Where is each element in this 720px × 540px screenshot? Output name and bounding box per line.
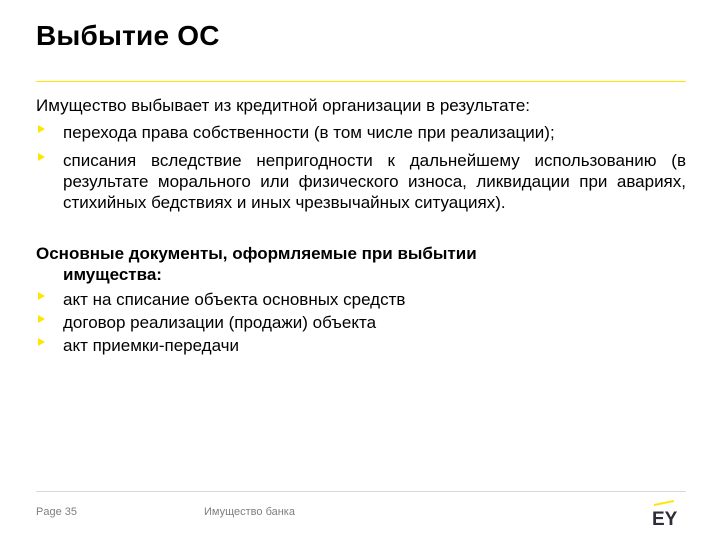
footer-divider [36,491,686,492]
list-item-text: акт на списание объекта основных средств [63,290,406,309]
reasons-list [36,122,686,213]
svg-text:EY: EY [652,509,678,526]
list-item-text: акт приемки-передачи [63,336,240,355]
ey-logo-icon [652,500,686,526]
title-divider [36,81,686,82]
footer-caption: Имущество банка [204,506,295,518]
intro-text: Имущество выбывает из кредитной организации в результате: [36,96,530,115]
list-item-text: списания вследствие непригодности к дальнейшему использованию (в результате морального или физического износа, ликвидации при авариях, стихийных бедствиях и иных чрезвычайных ситуациях). [63,151,686,212]
documents-heading [36,243,686,285]
documents-heading-line2: имущества: [63,265,162,284]
documents-list [36,289,686,356]
bullet-arrow-icon [38,315,45,323]
slide-title: Выбытие ОС [36,20,220,51]
list-item-text: договор реализации (продажи) объекта [63,313,377,332]
list-item [36,335,686,356]
slide-content [36,95,686,358]
bullet-arrow-icon [38,292,45,300]
list-item [36,122,686,143]
list-item [36,312,686,333]
list-item-text: перехода права собственности (в том числе при реализации); [63,123,555,142]
bullet-arrow-icon [38,338,45,346]
page-number: Page 35 [36,506,77,518]
list-item [36,289,686,310]
bullet-arrow-icon [38,125,45,133]
list-item [36,150,686,213]
bullet-arrow-icon [38,153,45,161]
documents-heading-line1: Основные документы, оформляемые при выбытии [36,244,477,263]
